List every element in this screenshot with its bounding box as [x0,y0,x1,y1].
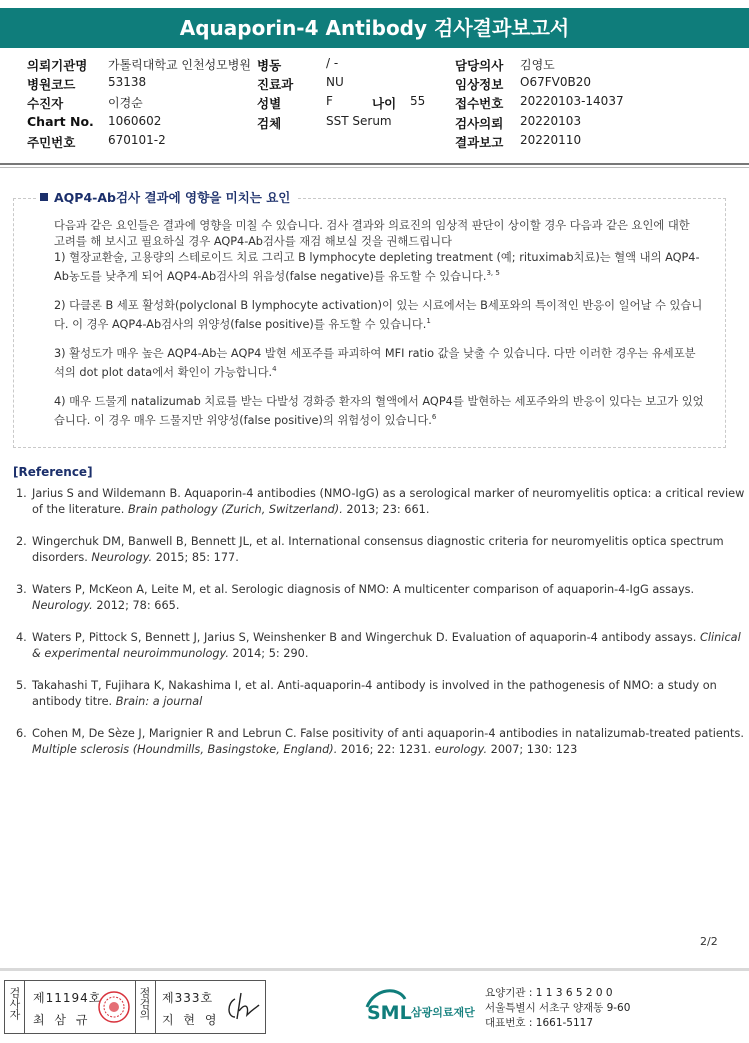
inspector-name: 최 삼 규 [33,1013,91,1027]
care-code: 요양기관 : 1 1 3 6 5 2 0 0 [485,987,613,999]
label-chart-no: Chart No. [27,114,94,129]
label-requesting-institution: 의뢰기관명 [27,58,88,73]
factor-item-2-citation: 1 [426,316,431,325]
label-test-request: 검사의뢰 [455,116,504,131]
reference-citation: 2012; 78: 665. [92,599,180,612]
page-number: 2/2 [700,935,718,948]
footer-divider [0,968,749,971]
value-sex: F [326,94,333,108]
label-receipt-number: 접수번호 [455,96,504,111]
factor-item-3 [54,346,704,380]
reference-journal: Clinical & experimental neuroimmunology. [32,631,741,660]
reference-number: 4. [16,631,27,644]
square-bullet-icon [40,193,48,201]
label-hospital-code: 병원코드 [27,77,76,92]
signature-separator [24,981,25,1033]
value-ward: / - [326,56,339,70]
label-patient: 수진자 [27,96,64,111]
sml-logo [365,985,480,1029]
factor-item-1 [54,250,704,284]
reviewer-label [137,987,151,1023]
value-hospital-code: 53138 [108,75,147,89]
reference-journal: Brain pathology (Zurich, Switzerland). [127,503,343,516]
org-name: 삼광의료재단 [411,1006,475,1019]
label-resident-number: 주민번호 [27,135,76,150]
value-doctor: 김영도 [520,58,555,72]
value-chart-no: 1060602 [108,114,162,128]
value-patient: 이경순 [108,96,143,110]
value-receipt-number: 20220103-14037 [520,94,624,108]
factors-title-text: AQP4-Ab검사 결과에 영향을 미치는 요인 [54,190,291,205]
value-clinical-info: O67FV0B20 [520,75,591,89]
factor-item-3-text: 3) 활성도가 매우 높은 AQP4-Ab는 AQP4 발현 세포주를 파괴하여 MFI ratio 값을 낮출 수 있습니다. 다만 이러한 경우는 유세포분석의 dot plot data에서 확인이 가능합니다. [54,347,696,379]
factor-item-1-citation: 3, 5 [486,268,500,277]
reference-heading: [Reference] [13,465,93,479]
value-test-request: 20220103 [520,114,582,128]
value-requesting-institution: 가톨릭대학교 인천성모병원 [108,58,251,72]
label-specimen: 검체 [257,116,282,131]
reviewer-signature-icon [223,989,263,1025]
factors-intro-text: 다음과 같은 요인들은 결과에 영향을 미칠 수 있습니다. 검사 결과와 의료진의 임상적 판단이 상이할 경우 다음과 같은 요인에 대한 고려를 해 보시고 필요하실 경우 AQP4-Ab검사를 재검 해보실 것을 권해드립니다 [54,219,690,248]
value-age: 55 [410,94,426,108]
sml-logo-icon [365,985,480,1025]
inspector-seal-icon [95,987,133,1027]
label-sex: 성별 [257,96,282,111]
reference-citation: 2013; 23: 661. [342,503,430,516]
value-result-report: 20220110 [520,133,582,147]
reference-number: 2. [16,535,27,548]
label-age: 나이 [372,96,397,111]
phone: 대표번호 : 1661-5117 [485,1017,594,1029]
label-department: 진료과 [257,77,294,92]
logo-text: SML [367,1002,412,1024]
factor-item-2-text: 2) 다클론 B 세포 활성화(polyclonal B lymphocyte activation)이 있는 시료에서는 B세포와의 특이적인 반응이 일어날 수 있습니다. 이 경우 AQP4-Ab검사의 위양성(false positive)를 유도할 수 있습니다. [54,299,703,331]
signature-separator [135,981,136,1033]
factor-item-4-text: 4) 매우 드물게 natalizumab 치료를 받는 다발성 경화증 환자의 혈액에서 AQP4를 발현하는 세포주와의 반응이 있다는 보고가 있었습니다. 이 경우 매우 드물지만 위양성(false positive)의 위험성이 있습니다. [54,395,704,427]
header-divider [0,163,749,165]
reference-citation: 2014; 5: 290. [228,647,309,660]
reference-text: Cohen M, De Sèze J, Marignier R and Lebrun C. False positivity of anti aquaporin-4 antibodies in natalizumab-treated patients. [32,727,744,740]
factor-item-2 [54,298,704,332]
reference-number: 3. [16,583,27,596]
label-ward: 병동 [257,58,282,73]
reference-journal: Multiple sclerosis (Houndmills, Basingstoke, England). [32,743,338,756]
patient-header [0,52,749,150]
reference-journal: Brain: a journal [115,695,203,708]
reference-citation: 2015; 85: 177. [152,551,239,564]
footer-info [485,986,630,1031]
factor-item-3-citation: 4 [272,364,277,373]
signature-separator [155,981,156,1033]
reference-citation-2: 2007; 130: 123 [487,743,578,756]
factors-intro [54,218,704,249]
reviewer-license: 제333호 [162,991,214,1005]
reference-journal: Neurology. [91,551,153,564]
reference-number: 5. [16,679,27,692]
header-divider-thin [0,167,749,168]
reference-text: Jarius S and Wildemann B. Aquaporin-4 antibodies (NMO-IgG) as a serological marker of neuromyelitis optica: a critical review of the literature. [32,487,745,516]
reviewer-label-text: 점검의 [138,987,151,1020]
label-result-report: 결과보고 [455,135,504,150]
reference-journal-2: eurology. [434,743,488,756]
reference-text: Waters P, McKeon A, Leite M, et al. Serologic diagnosis of NMO: A multicenter comparison of aquaporin-4-IgG assays. [32,583,695,596]
reference-citation: 2016; 22: 1231. [337,743,435,756]
signature-box [4,980,266,1034]
value-department: NU [326,75,344,89]
factors-title [36,188,296,206]
report-title: Aquaporin-4 Antibody 검사결과보고서 [0,8,749,48]
reviewer-name: 지 현 영 [162,1013,220,1027]
value-specimen: SST Serum [326,114,392,128]
label-doctor: 담당의사 [455,58,504,73]
address: 서울특별시 서초구 양재동 9-60 [485,1002,631,1014]
factor-item-4-citation: 6 [431,412,437,421]
factor-item-1-text: 1) 혈장교환술, 고용량의 스테로이드 치료 그리고 B lymphocyte depleting treatment (예; rituximab치료)는 혈액 내의 AQP4-Ab농도를 낮추게 되어 AQP4-Ab검사의 위음성(false negative)를 유도할 수 있습니다. [54,251,700,283]
inspector-label [7,987,21,1023]
reference-journal: Neurology. [32,599,93,612]
reference-number: 1. [16,487,27,500]
inspector-license: 제11194호 [33,991,102,1005]
factor-item-4 [54,394,704,428]
inspector-label-text: 검사자 [8,987,21,1020]
reference-number: 6. [16,727,27,740]
reference-text: Wingerchuk DM, Banwell B, Bennett JL, et al. International consensus diagnostic criteria for neuromyelitis optica spectrum disorders. [32,535,724,564]
reference-text: Takahashi T, Fujihara K, Nakashima I, et al. Anti-aquaporin-4 antibody is involved in the pathogenesis of NMO: a study on antibody titre. [32,679,717,708]
value-resident-number: 670101-2 [108,133,166,147]
label-clinical-info: 임상정보 [455,77,504,92]
reference-text: Waters P, Pittock S, Bennett J, Jarius S, Weinshenker B and Wingerchuk D. Evaluation of aquaporin-4 antibody assays. [32,631,700,644]
